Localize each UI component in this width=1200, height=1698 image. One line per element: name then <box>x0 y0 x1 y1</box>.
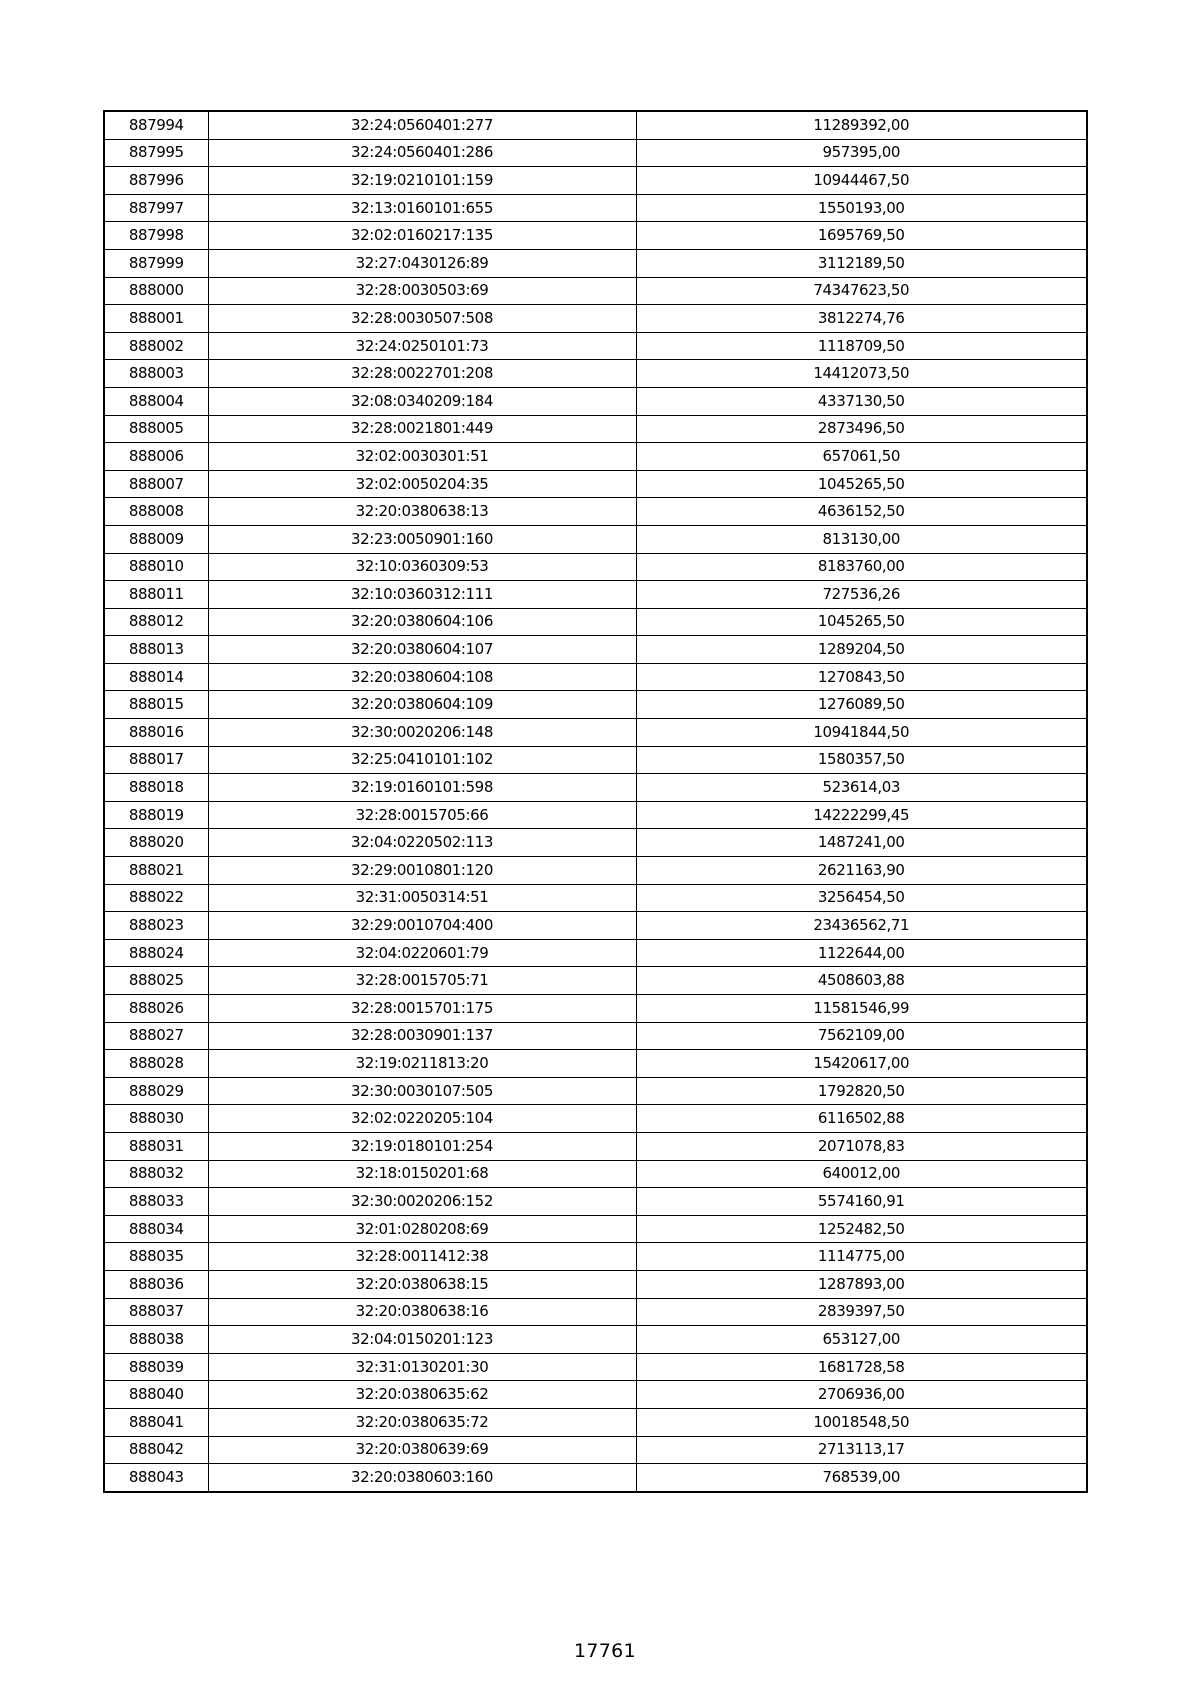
table-row <box>104 1022 1087 1050</box>
cadastral-number-cell: 32:31:0050314:51 <box>208 884 636 912</box>
cadastral-number-cell: 32:20:0380638:13 <box>208 498 636 526</box>
row-number-cell: 888037 <box>104 1298 208 1326</box>
table-row <box>104 1132 1087 1160</box>
row-number-cell: 888028 <box>104 1050 208 1078</box>
row-number-cell: 888014 <box>104 663 208 691</box>
cadastral-number-cell: 32:24:0560401:286 <box>208 139 636 167</box>
value-cell: 1118709,50 <box>636 332 1087 360</box>
cadastral-number-cell: 32:24:0560401:277 <box>208 111 636 139</box>
registry-table <box>103 110 1088 1493</box>
value-cell: 10941844,50 <box>636 719 1087 747</box>
value-cell: 1122644,00 <box>636 939 1087 967</box>
row-number-cell: 888036 <box>104 1270 208 1298</box>
value-cell: 14412073,50 <box>636 360 1087 388</box>
table-row <box>104 857 1087 885</box>
cadastral-number-cell: 32:02:0050204:35 <box>208 470 636 498</box>
row-number-cell: 888040 <box>104 1381 208 1409</box>
row-number-cell: 887998 <box>104 222 208 250</box>
row-number-cell: 888032 <box>104 1160 208 1188</box>
row-number-cell: 888034 <box>104 1215 208 1243</box>
row-number-cell: 888015 <box>104 691 208 719</box>
row-number-cell: 888018 <box>104 774 208 802</box>
value-cell: 1276089,50 <box>636 691 1087 719</box>
row-number-cell: 888024 <box>104 939 208 967</box>
cadastral-number-cell: 32:28:0022701:208 <box>208 360 636 388</box>
table-row <box>104 1160 1087 1188</box>
cadastral-number-cell: 32:20:0380604:106 <box>208 608 636 636</box>
row-number-cell: 888023 <box>104 912 208 940</box>
cadastral-number-cell: 32:28:0015705:71 <box>208 967 636 995</box>
row-number-cell: 888029 <box>104 1077 208 1105</box>
value-cell: 10018548,50 <box>636 1408 1087 1436</box>
value-cell: 653127,00 <box>636 1326 1087 1354</box>
cadastral-number-cell: 32:29:0010801:120 <box>208 857 636 885</box>
cadastral-number-cell: 32:28:0011412:38 <box>208 1243 636 1271</box>
table-row <box>104 305 1087 333</box>
page-number: 17761 <box>574 1640 636 1662</box>
cadastral-number-cell: 32:28:0030507:508 <box>208 305 636 333</box>
row-number-cell: 888033 <box>104 1188 208 1216</box>
table-row <box>104 525 1087 553</box>
value-cell: 1550193,00 <box>636 194 1087 222</box>
table-row <box>104 360 1087 388</box>
row-number-cell: 888001 <box>104 305 208 333</box>
row-number-cell: 888007 <box>104 470 208 498</box>
row-number-cell: 888019 <box>104 801 208 829</box>
cadastral-number-cell: 32:30:0020206:152 <box>208 1188 636 1216</box>
row-number-cell: 887997 <box>104 194 208 222</box>
table-row <box>104 222 1087 250</box>
value-cell: 2621163,90 <box>636 857 1087 885</box>
table-row <box>104 719 1087 747</box>
cadastral-number-cell: 32:20:0380638:16 <box>208 1298 636 1326</box>
cadastral-number-cell: 32:01:0280208:69 <box>208 1215 636 1243</box>
cadastral-number-cell: 32:02:0220205:104 <box>208 1105 636 1133</box>
row-number-cell: 888009 <box>104 525 208 553</box>
cadastral-number-cell: 32:25:0410101:102 <box>208 746 636 774</box>
table-row <box>104 995 1087 1023</box>
row-number-cell: 888020 <box>104 829 208 857</box>
value-cell: 1580357,50 <box>636 746 1087 774</box>
table-row <box>104 167 1087 195</box>
value-cell: 1270843,50 <box>636 663 1087 691</box>
row-number-cell: 888002 <box>104 332 208 360</box>
table-row <box>104 939 1087 967</box>
cadastral-number-cell: 32:18:0150201:68 <box>208 1160 636 1188</box>
table-row <box>104 111 1087 139</box>
table-row <box>104 1270 1087 1298</box>
value-cell: 10944467,50 <box>636 167 1087 195</box>
row-number-cell: 888017 <box>104 746 208 774</box>
table-row <box>104 277 1087 305</box>
table-row <box>104 912 1087 940</box>
cadastral-number-cell: 32:28:0030901:137 <box>208 1022 636 1050</box>
table-row <box>104 746 1087 774</box>
value-cell: 4636152,50 <box>636 498 1087 526</box>
cadastral-number-cell: 32:02:0030301:51 <box>208 443 636 471</box>
table-row <box>104 470 1087 498</box>
value-cell: 1681728,58 <box>636 1353 1087 1381</box>
table-row <box>104 1105 1087 1133</box>
table-row <box>104 415 1087 443</box>
cadastral-number-cell: 32:19:0211813:20 <box>208 1050 636 1078</box>
table-row <box>104 581 1087 609</box>
cadastral-number-cell: 32:04:0220601:79 <box>208 939 636 967</box>
row-number-cell: 887999 <box>104 249 208 277</box>
cadastral-number-cell: 32:29:0010704:400 <box>208 912 636 940</box>
registry-table-body <box>104 111 1087 1492</box>
table-row <box>104 608 1087 636</box>
table-row <box>104 1464 1087 1492</box>
cadastral-number-cell: 32:20:0380603:160 <box>208 1464 636 1492</box>
row-number-cell: 887995 <box>104 139 208 167</box>
cadastral-number-cell: 32:19:0160101:598 <box>208 774 636 802</box>
value-cell: 727536,26 <box>636 581 1087 609</box>
table-row <box>104 1243 1087 1271</box>
table-row <box>104 332 1087 360</box>
value-cell: 8183760,00 <box>636 553 1087 581</box>
cadastral-number-cell: 32:30:0020206:148 <box>208 719 636 747</box>
value-cell: 1045265,50 <box>636 608 1087 636</box>
cadastral-number-cell: 32:20:0380638:15 <box>208 1270 636 1298</box>
value-cell: 1695769,50 <box>636 222 1087 250</box>
cadastral-number-cell: 32:20:0380604:108 <box>208 663 636 691</box>
table-row <box>104 1408 1087 1436</box>
table-row <box>104 1215 1087 1243</box>
table-row <box>104 801 1087 829</box>
cadastral-number-cell: 32:20:0380604:109 <box>208 691 636 719</box>
row-number-cell: 888039 <box>104 1353 208 1381</box>
row-number-cell: 888000 <box>104 277 208 305</box>
value-cell: 74347623,50 <box>636 277 1087 305</box>
table-row <box>104 691 1087 719</box>
cadastral-number-cell: 32:04:0220502:113 <box>208 829 636 857</box>
cadastral-number-cell: 32:13:0160101:655 <box>208 194 636 222</box>
value-cell: 4508603,88 <box>636 967 1087 995</box>
value-cell: 11581546,99 <box>636 995 1087 1023</box>
cadastral-number-cell: 32:19:0180101:254 <box>208 1132 636 1160</box>
row-number-cell: 888041 <box>104 1408 208 1436</box>
value-cell: 1114775,00 <box>636 1243 1087 1271</box>
row-number-cell: 888035 <box>104 1243 208 1271</box>
table-row <box>104 1188 1087 1216</box>
row-number-cell: 888021 <box>104 857 208 885</box>
cadastral-number-cell: 32:20:0380635:62 <box>208 1381 636 1409</box>
row-number-cell: 888030 <box>104 1105 208 1133</box>
value-cell: 2071078,83 <box>636 1132 1087 1160</box>
value-cell: 2839397,50 <box>636 1298 1087 1326</box>
cadastral-number-cell: 32:19:0210101:159 <box>208 167 636 195</box>
value-cell: 3256454,50 <box>636 884 1087 912</box>
value-cell: 1289204,50 <box>636 636 1087 664</box>
row-number-cell: 888008 <box>104 498 208 526</box>
cadastral-number-cell: 32:20:0380635:72 <box>208 1408 636 1436</box>
cadastral-number-cell: 32:23:0050901:160 <box>208 525 636 553</box>
value-cell: 5574160,91 <box>636 1188 1087 1216</box>
table-row <box>104 967 1087 995</box>
row-number-cell: 888042 <box>104 1436 208 1464</box>
row-number-cell: 888004 <box>104 387 208 415</box>
table-row <box>104 387 1087 415</box>
row-number-cell: 888005 <box>104 415 208 443</box>
value-cell: 657061,50 <box>636 443 1087 471</box>
row-number-cell: 888022 <box>104 884 208 912</box>
table-row <box>104 884 1087 912</box>
cadastral-number-cell: 32:28:0021801:449 <box>208 415 636 443</box>
cadastral-number-cell: 32:28:0030503:69 <box>208 277 636 305</box>
table-row <box>104 1381 1087 1409</box>
row-number-cell: 888011 <box>104 581 208 609</box>
cadastral-number-cell: 32:31:0130201:30 <box>208 1353 636 1381</box>
value-cell: 813130,00 <box>636 525 1087 553</box>
value-cell: 11289392,00 <box>636 111 1087 139</box>
value-cell: 7562109,00 <box>636 1022 1087 1050</box>
table-row <box>104 1353 1087 1381</box>
table-row <box>104 1326 1087 1354</box>
value-cell: 957395,00 <box>636 139 1087 167</box>
value-cell: 4337130,50 <box>636 387 1087 415</box>
cadastral-number-cell: 32:24:0250101:73 <box>208 332 636 360</box>
cadastral-number-cell: 32:27:0430126:89 <box>208 249 636 277</box>
cadastral-number-cell: 32:08:0340209:184 <box>208 387 636 415</box>
table-row <box>104 498 1087 526</box>
row-number-cell: 887996 <box>104 167 208 195</box>
row-number-cell: 888016 <box>104 719 208 747</box>
value-cell: 6116502,88 <box>636 1105 1087 1133</box>
value-cell: 1045265,50 <box>636 470 1087 498</box>
value-cell: 640012,00 <box>636 1160 1087 1188</box>
table-row <box>104 829 1087 857</box>
row-number-cell: 888025 <box>104 967 208 995</box>
row-number-cell: 888012 <box>104 608 208 636</box>
value-cell: 2873496,50 <box>636 415 1087 443</box>
cadastral-number-cell: 32:30:0030107:505 <box>208 1077 636 1105</box>
value-cell: 1487241,00 <box>636 829 1087 857</box>
table-row <box>104 1298 1087 1326</box>
row-number-cell: 888026 <box>104 995 208 1023</box>
row-number-cell: 888027 <box>104 1022 208 1050</box>
row-number-cell: 887994 <box>104 111 208 139</box>
value-cell: 3112189,50 <box>636 249 1087 277</box>
value-cell: 3812274,76 <box>636 305 1087 333</box>
cadastral-number-cell: 32:28:0015705:66 <box>208 801 636 829</box>
table-row <box>104 1436 1087 1464</box>
cadastral-number-cell: 32:10:0360312:111 <box>208 581 636 609</box>
table-row <box>104 249 1087 277</box>
value-cell: 15420617,00 <box>636 1050 1087 1078</box>
row-number-cell: 888010 <box>104 553 208 581</box>
cadastral-number-cell: 32:10:0360309:53 <box>208 553 636 581</box>
cadastral-number-cell: 32:20:0380604:107 <box>208 636 636 664</box>
table-row <box>104 663 1087 691</box>
value-cell: 2706936,00 <box>636 1381 1087 1409</box>
table-row <box>104 139 1087 167</box>
cadastral-number-cell: 32:02:0160217:135 <box>208 222 636 250</box>
row-number-cell: 888043 <box>104 1464 208 1492</box>
table-row <box>104 1050 1087 1078</box>
row-number-cell: 888006 <box>104 443 208 471</box>
row-number-cell: 888003 <box>104 360 208 388</box>
table-row <box>104 553 1087 581</box>
value-cell: 2713113,17 <box>636 1436 1087 1464</box>
value-cell: 1287893,00 <box>636 1270 1087 1298</box>
row-number-cell: 888038 <box>104 1326 208 1354</box>
table-row <box>104 194 1087 222</box>
value-cell: 523614,03 <box>636 774 1087 802</box>
table-row <box>104 1077 1087 1105</box>
cadastral-number-cell: 32:04:0150201:123 <box>208 1326 636 1354</box>
value-cell: 768539,00 <box>636 1464 1087 1492</box>
table-row <box>104 774 1087 802</box>
table-row <box>104 636 1087 664</box>
row-number-cell: 888013 <box>104 636 208 664</box>
value-cell: 23436562,71 <box>636 912 1087 940</box>
value-cell: 1792820,50 <box>636 1077 1087 1105</box>
table-row <box>104 443 1087 471</box>
cadastral-number-cell: 32:28:0015701:175 <box>208 995 636 1023</box>
row-number-cell: 888031 <box>104 1132 208 1160</box>
value-cell: 1252482,50 <box>636 1215 1087 1243</box>
value-cell: 14222299,45 <box>636 801 1087 829</box>
cadastral-number-cell: 32:20:0380639:69 <box>208 1436 636 1464</box>
